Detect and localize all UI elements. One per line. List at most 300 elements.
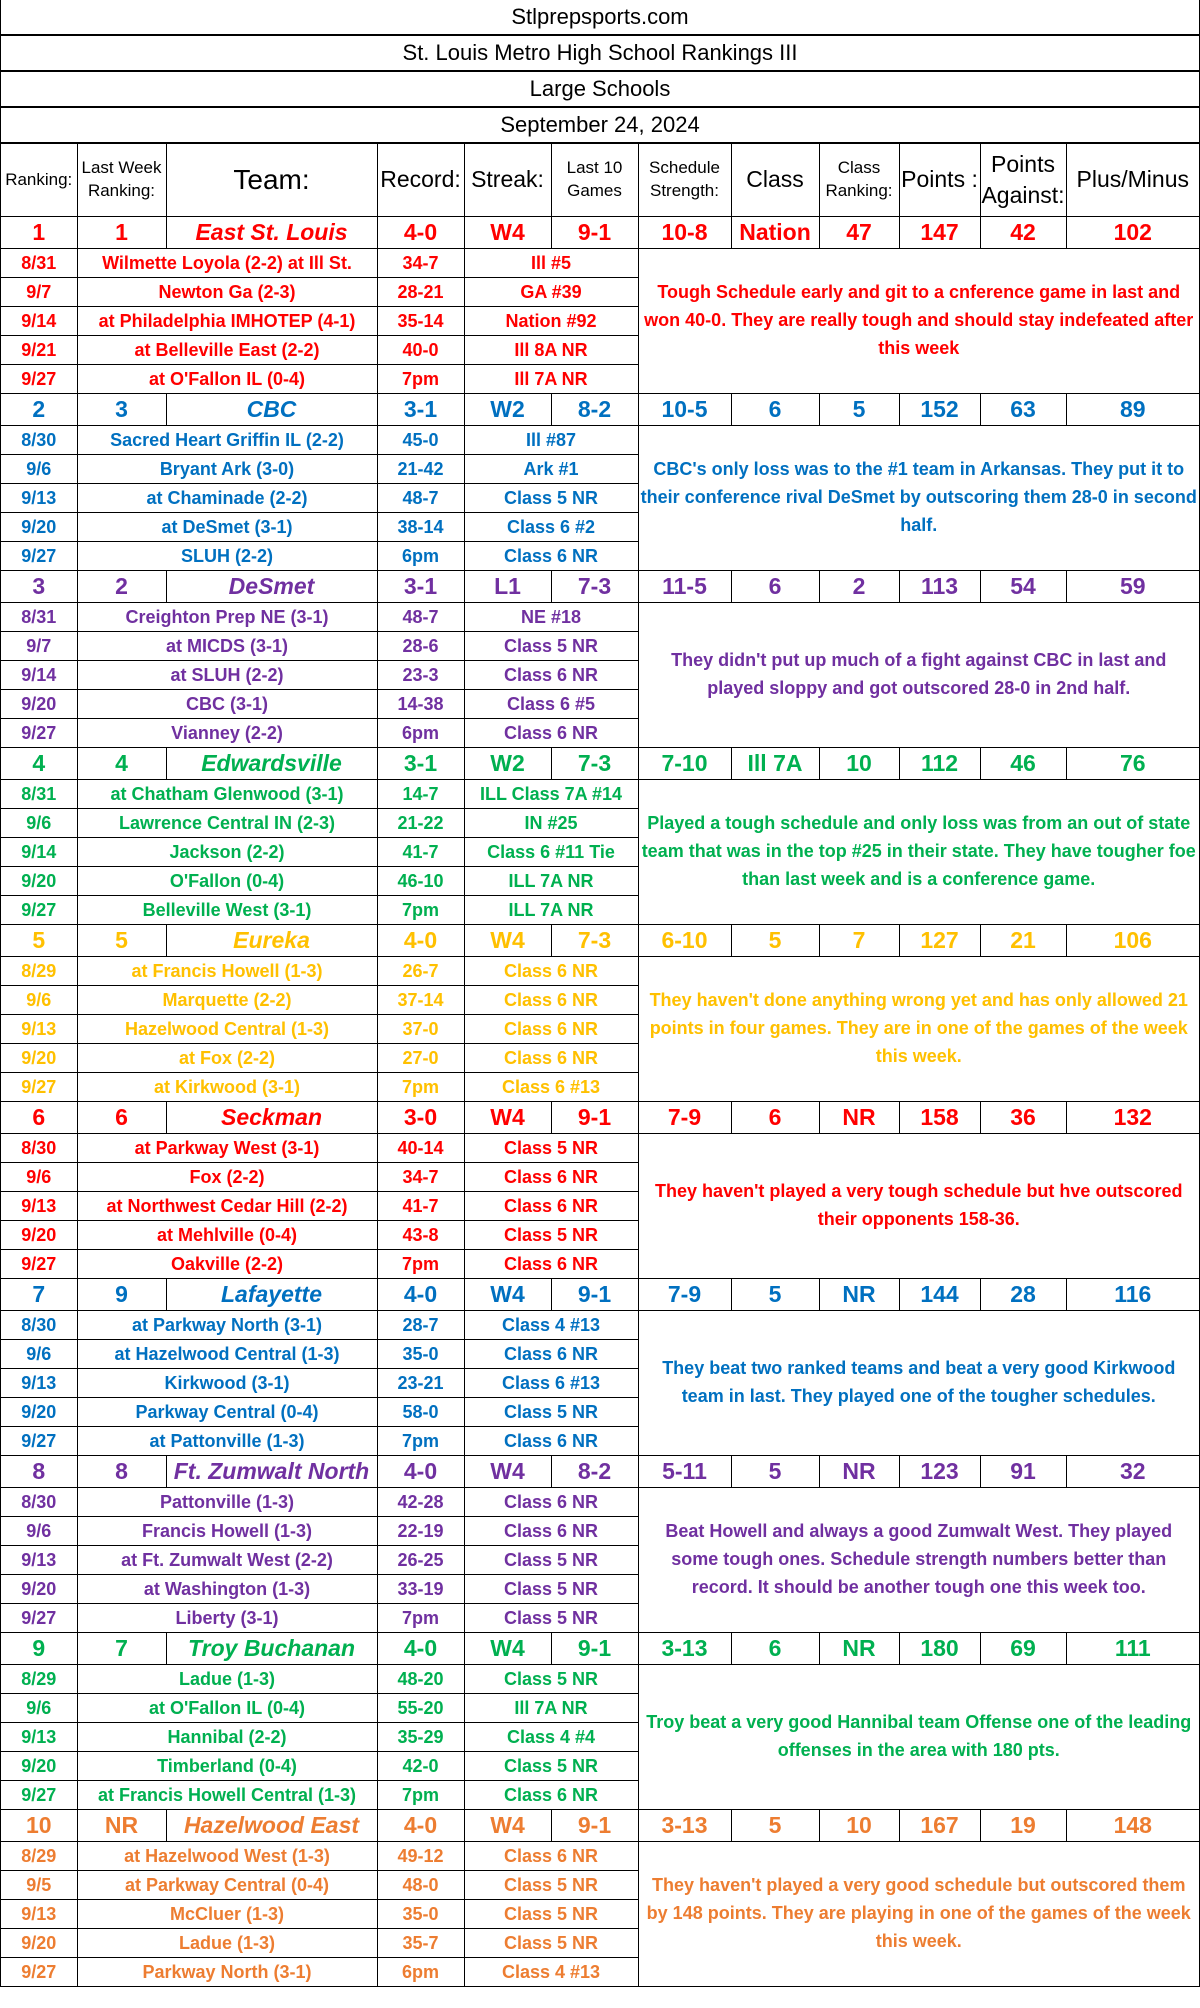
game-opponent-rank: Class 5 NR <box>464 484 638 513</box>
game-date: 9/20 <box>1 1575 77 1604</box>
game-score: 35-7 <box>377 1929 464 1958</box>
game-opponent-rank: Class 6 NR <box>464 1842 638 1871</box>
game-opponent-rank: Class 6 NR <box>464 1192 638 1221</box>
game-row <box>1 1311 1199 1340</box>
game-date: 8/29 <box>1 957 77 986</box>
column-header-row <box>1 144 1199 217</box>
team-last10: 9-1 <box>551 1279 638 1311</box>
game-opponent-rank: NE #18 <box>464 603 638 632</box>
game-date: 9/6 <box>1 1694 77 1723</box>
team-row <box>1 571 1199 603</box>
team-row <box>1 1102 1199 1134</box>
game-score: 7pm <box>377 1427 464 1456</box>
team-class: 5 <box>731 1810 819 1842</box>
game-opponent: Hannibal (2-2) <box>77 1723 377 1752</box>
game-opponent-rank: Class 4 #4 <box>464 1723 638 1752</box>
game-opponent: at Pattonville (1-3) <box>77 1427 377 1456</box>
game-opponent-rank: Class 6 NR <box>464 1015 638 1044</box>
game-score: 40-14 <box>377 1134 464 1163</box>
game-date: 9/20 <box>1 513 77 542</box>
col-class-ranking-line1: Class <box>837 158 881 178</box>
team-class: 5 <box>731 925 819 957</box>
game-date: 8/31 <box>1 249 77 278</box>
game-score: 7pm <box>377 1073 464 1102</box>
game-date: 9/20 <box>1 1752 77 1781</box>
col-points-against <box>980 144 1066 217</box>
game-score: 7pm <box>377 1250 464 1279</box>
team-streak: W4 <box>464 1456 551 1488</box>
team-class: 5 <box>731 1279 819 1311</box>
game-date: 9/6 <box>1 1163 77 1192</box>
team-last-week: 1 <box>77 217 166 249</box>
game-opponent-rank: Class 5 NR <box>464 1221 638 1250</box>
game-date: 9/6 <box>1 455 77 484</box>
team-points-against: 42 <box>980 217 1066 249</box>
game-date: 9/7 <box>1 632 77 661</box>
team-class-ranking: NR <box>819 1102 899 1134</box>
game-row <box>1 603 1199 632</box>
game-score: 28-7 <box>377 1311 464 1340</box>
team-comment: They beat two ranked teams and beat a very good Kirkwood team in last. They played one of the tougher schedules. <box>638 1311 1199 1456</box>
team-class: 6 <box>731 394 819 426</box>
team-streak: W4 <box>464 1279 551 1311</box>
team-last-week: 8 <box>77 1456 166 1488</box>
team-last10: 7-3 <box>551 925 638 957</box>
game-date: 9/27 <box>1 1427 77 1456</box>
game-opponent: at MICDS (3-1) <box>77 632 377 661</box>
game-score: 23-3 <box>377 661 464 690</box>
col-points: Points : <box>899 144 980 217</box>
game-opponent-rank: Class 6 NR <box>464 957 638 986</box>
game-date: 9/7 <box>1 278 77 307</box>
team-last10: 7-3 <box>551 748 638 780</box>
game-opponent: at Belleville East (2-2) <box>77 336 377 365</box>
team-schedule-strength: 7-10 <box>638 748 731 780</box>
game-opponent: Hazelwood Central (1-3) <box>77 1015 377 1044</box>
game-score: 27-0 <box>377 1044 464 1073</box>
team-points: 152 <box>899 394 980 426</box>
game-opponent-rank: Class 5 NR <box>464 1929 638 1958</box>
game-opponent-rank: Class 6 NR <box>464 1781 638 1810</box>
team-streak: W2 <box>464 748 551 780</box>
game-opponent: Vianney (2-2) <box>77 719 377 748</box>
team-points: 113 <box>899 571 980 603</box>
game-opponent: at Ft. Zumwalt West (2-2) <box>77 1546 377 1575</box>
team-comment: They haven't done anything wrong yet and has only allowed 21 points in four games. They are in one of the games of the week this week. <box>638 957 1199 1102</box>
game-row <box>1 1488 1199 1517</box>
game-opponent-rank: Ark #1 <box>464 455 638 484</box>
team-points: 144 <box>899 1279 980 1311</box>
team-class-ranking: NR <box>819 1633 899 1665</box>
game-score: 14-7 <box>377 780 464 809</box>
game-opponent: O'Fallon (0-4) <box>77 867 377 896</box>
game-opponent-rank: Class 5 NR <box>464 1752 638 1781</box>
team-class: 5 <box>731 1456 819 1488</box>
game-date: 8/29 <box>1 1665 77 1694</box>
team-plus-minus: 148 <box>1066 1810 1199 1842</box>
game-opponent: Parkway North (3-1) <box>77 1958 377 1987</box>
game-opponent-rank: ILL 7A NR <box>464 867 638 896</box>
game-date: 9/27 <box>1 719 77 748</box>
team-comment: Troy beat a very good Hannibal team Offense one of the leading offenses in the area with 180 pts. <box>638 1665 1199 1810</box>
game-date: 9/27 <box>1 365 77 394</box>
team-last10: 9-1 <box>551 217 638 249</box>
game-opponent: at Parkway West (3-1) <box>77 1134 377 1163</box>
game-score: 6pm <box>377 542 464 571</box>
col-plus-minus: Plus/Minus <box>1066 144 1199 217</box>
team-streak: W2 <box>464 394 551 426</box>
game-date: 9/20 <box>1 1929 77 1958</box>
game-opponent: Wilmette Loyola (2-2) at Ill St. <box>77 249 377 278</box>
game-opponent: Ladue (1-3) <box>77 1665 377 1694</box>
game-opponent: at Hazelwood West (1-3) <box>77 1842 377 1871</box>
team-class-ranking: 10 <box>819 1810 899 1842</box>
game-score: 55-20 <box>377 1694 464 1723</box>
game-date: 9/6 <box>1 986 77 1015</box>
game-opponent: at Washington (1-3) <box>77 1575 377 1604</box>
game-score: 37-14 <box>377 986 464 1015</box>
team-row <box>1 1279 1199 1311</box>
game-opponent-rank: Class 5 NR <box>464 1398 638 1427</box>
game-date: 8/31 <box>1 603 77 632</box>
game-date: 8/31 <box>1 780 77 809</box>
game-opponent-rank: Class 4 #13 <box>464 1958 638 1987</box>
team-comment: They haven't played a very tough schedule but hve outscored their opponents 158-36. <box>638 1134 1199 1279</box>
team-comment: They didn't put up much of a fight against CBC in last and played sloppy and got outscored 28-0 in 2nd half. <box>638 603 1199 748</box>
team-points: 112 <box>899 748 980 780</box>
game-opponent-rank: Class 6 #11 Tie <box>464 838 638 867</box>
game-score: 7pm <box>377 896 464 925</box>
game-opponent: Newton Ga (2-3) <box>77 278 377 307</box>
game-opponent: at Chatham Glenwood (3-1) <box>77 780 377 809</box>
team-last-week: 3 <box>77 394 166 426</box>
team-comment: Tough Schedule early and git to a cnference game in last and won 40-0. They are really tough and should stay indefeated after this week <box>638 249 1199 394</box>
team-last-week: NR <box>77 1810 166 1842</box>
game-date: 9/14 <box>1 307 77 336</box>
team-name: Hazelwood East <box>166 1810 377 1842</box>
game-date: 9/14 <box>1 838 77 867</box>
game-opponent: Oakville (2-2) <box>77 1250 377 1279</box>
game-date: 8/30 <box>1 1134 77 1163</box>
game-score: 41-7 <box>377 838 464 867</box>
game-opponent-rank: Class 6 NR <box>464 1044 638 1073</box>
game-opponent-rank: Ill #87 <box>464 426 638 455</box>
game-date: 9/27 <box>1 1073 77 1102</box>
game-row <box>1 1842 1199 1871</box>
game-opponent: at Philadelphia IMHOTEP (4-1) <box>77 307 377 336</box>
game-opponent: at Parkway Central (0-4) <box>77 1871 377 1900</box>
game-score: 26-7 <box>377 957 464 986</box>
game-score: 21-42 <box>377 455 464 484</box>
team-record: 3-1 <box>377 571 464 603</box>
game-opponent: Francis Howell (1-3) <box>77 1517 377 1546</box>
game-opponent: at Mehlville (0-4) <box>77 1221 377 1250</box>
team-name: Troy Buchanan <box>166 1633 377 1665</box>
col-last-week-line2: Ranking: <box>87 181 156 200</box>
game-opponent: at Kirkwood (3-1) <box>77 1073 377 1102</box>
game-opponent-rank: Class 6 NR <box>464 1340 638 1369</box>
team-points-against: 91 <box>980 1456 1066 1488</box>
game-opponent-rank: IN #25 <box>464 809 638 838</box>
game-score: 21-22 <box>377 809 464 838</box>
game-date: 9/13 <box>1 484 77 513</box>
col-schedule <box>638 144 731 217</box>
game-opponent: at Parkway North (3-1) <box>77 1311 377 1340</box>
team-last-week: 9 <box>77 1279 166 1311</box>
team-schedule-strength: 5-11 <box>638 1456 731 1488</box>
team-last-week: 2 <box>77 571 166 603</box>
game-score: 7pm <box>377 1604 464 1633</box>
game-date: 9/27 <box>1 1604 77 1633</box>
team-schedule-strength: 3-13 <box>638 1810 731 1842</box>
game-opponent-rank: Class 5 NR <box>464 1575 638 1604</box>
game-date: 9/13 <box>1 1192 77 1221</box>
game-score: 48-7 <box>377 484 464 513</box>
game-opponent: Pattonville (1-3) <box>77 1488 377 1517</box>
team-rank: 8 <box>1 1456 77 1488</box>
game-opponent: at Chaminade (2-2) <box>77 484 377 513</box>
game-opponent: Creighton Prep NE (3-1) <box>77 603 377 632</box>
team-rank: 6 <box>1 1102 77 1134</box>
game-score: 22-19 <box>377 1517 464 1546</box>
game-score: 7pm <box>377 1781 464 1810</box>
game-score: 35-29 <box>377 1723 464 1752</box>
game-opponent-rank: Class 6 #13 <box>464 1369 638 1398</box>
team-streak: W4 <box>464 1810 551 1842</box>
game-score: 48-20 <box>377 1665 464 1694</box>
game-date: 8/29 <box>1 1842 77 1871</box>
team-streak: W4 <box>464 925 551 957</box>
rankings-table <box>1 143 1199 1987</box>
game-date: 9/20 <box>1 867 77 896</box>
team-record: 4-0 <box>377 1633 464 1665</box>
game-opponent: at DeSmet (3-1) <box>77 513 377 542</box>
game-opponent: McCluer (1-3) <box>77 1900 377 1929</box>
col-class-ranking-line2: Ranking: <box>825 181 893 200</box>
team-schedule-strength: 3-13 <box>638 1633 731 1665</box>
team-row <box>1 925 1199 957</box>
team-plus-minus: 116 <box>1066 1279 1199 1311</box>
team-record: 4-0 <box>377 1810 464 1842</box>
team-last10: 7-3 <box>551 571 638 603</box>
team-row <box>1 1456 1199 1488</box>
team-row <box>1 217 1199 249</box>
col-schedule-line2: Strength: <box>650 181 719 200</box>
team-points-against: 46 <box>980 748 1066 780</box>
game-opponent: Fox (2-2) <box>77 1163 377 1192</box>
game-opponent-rank: Class 6 #2 <box>464 513 638 542</box>
game-score: 26-25 <box>377 1546 464 1575</box>
game-date: 9/21 <box>1 336 77 365</box>
team-rank: 3 <box>1 571 77 603</box>
game-row <box>1 1134 1199 1163</box>
team-plus-minus: 102 <box>1066 217 1199 249</box>
game-opponent: Parkway Central (0-4) <box>77 1398 377 1427</box>
team-schedule-strength: 7-9 <box>638 1279 731 1311</box>
team-record: 3-1 <box>377 748 464 780</box>
team-points: 127 <box>899 925 980 957</box>
game-date: 9/20 <box>1 1044 77 1073</box>
team-name: CBC <box>166 394 377 426</box>
game-date: 8/30 <box>1 1488 77 1517</box>
team-schedule-strength: 10-5 <box>638 394 731 426</box>
team-points: 180 <box>899 1633 980 1665</box>
game-opponent-rank: Class 6 NR <box>464 661 638 690</box>
game-opponent-rank: Class 4 #13 <box>464 1311 638 1340</box>
game-score: 28-6 <box>377 632 464 661</box>
col-ranking: Ranking: <box>1 144 77 217</box>
team-record: 4-0 <box>377 1279 464 1311</box>
team-points-against: 36 <box>980 1102 1066 1134</box>
team-points-against: 19 <box>980 1810 1066 1842</box>
page-title: St. Louis Metro High School Rankings III <box>1 35 1199 71</box>
team-points: 158 <box>899 1102 980 1134</box>
game-opponent: SLUH (2-2) <box>77 542 377 571</box>
team-points-against: 63 <box>980 394 1066 426</box>
game-row <box>1 249 1199 278</box>
game-opponent: at Francis Howell (1-3) <box>77 957 377 986</box>
game-opponent-rank: ILL 7A NR <box>464 896 638 925</box>
team-name: Edwardsville <box>166 748 377 780</box>
game-opponent: at O'Fallon IL (0-4) <box>77 365 377 394</box>
game-opponent-rank: Class 6 NR <box>464 1488 638 1517</box>
team-points-against: 54 <box>980 571 1066 603</box>
team-record: 3-0 <box>377 1102 464 1134</box>
game-opponent-rank: Ill #5 <box>464 249 638 278</box>
team-name: DeSmet <box>166 571 377 603</box>
col-record: Record: <box>377 144 464 217</box>
game-row <box>1 957 1199 986</box>
game-opponent: at O'Fallon IL (0-4) <box>77 1694 377 1723</box>
team-schedule-strength: 11-5 <box>638 571 731 603</box>
game-score: 42-0 <box>377 1752 464 1781</box>
game-opponent: Belleville West (3-1) <box>77 896 377 925</box>
game-opponent: Timberland (0-4) <box>77 1752 377 1781</box>
site-title: Stlprepsports.com <box>1 0 1199 35</box>
team-row <box>1 1633 1199 1665</box>
game-date: 9/20 <box>1 1398 77 1427</box>
game-opponent-rank: Class 5 NR <box>464 1871 638 1900</box>
game-score: 38-14 <box>377 513 464 542</box>
team-points-against: 28 <box>980 1279 1066 1311</box>
team-comment: CBC's only loss was to the #1 team in Arkansas. They put it to their conference rival DeSmet by outscoring them 28-0 in second half. <box>638 426 1199 571</box>
team-rank: 5 <box>1 925 77 957</box>
game-opponent-rank: Class 6 NR <box>464 1163 638 1192</box>
game-date: 9/6 <box>1 809 77 838</box>
team-last10: 9-1 <box>551 1102 638 1134</box>
game-score: 43-8 <box>377 1221 464 1250</box>
team-last10: 8-2 <box>551 1456 638 1488</box>
game-date: 9/27 <box>1 1250 77 1279</box>
game-opponent-rank: GA #39 <box>464 278 638 307</box>
team-rank: 9 <box>1 1633 77 1665</box>
game-opponent-rank: Class 6 NR <box>464 986 638 1015</box>
team-comment: Played a tough schedule and only loss was from an out of state team that was in the top #25 in their state. They have tougher foe than last week and is a conference game. <box>638 780 1199 925</box>
team-plus-minus: 59 <box>1066 571 1199 603</box>
col-schedule-line1: Schedule <box>649 158 720 178</box>
game-opponent-rank: Class 6 NR <box>464 1517 638 1546</box>
team-points-against: 21 <box>980 925 1066 957</box>
game-score: 28-21 <box>377 278 464 307</box>
team-plus-minus: 89 <box>1066 394 1199 426</box>
game-score: 14-38 <box>377 690 464 719</box>
team-last-week: 5 <box>77 925 166 957</box>
team-plus-minus: 111 <box>1066 1633 1199 1665</box>
game-date: 9/14 <box>1 661 77 690</box>
col-against-line2: Against: <box>981 182 1065 208</box>
team-plus-minus: 76 <box>1066 748 1199 780</box>
game-opponent-rank: Class 5 NR <box>464 1665 638 1694</box>
team-streak: L1 <box>464 571 551 603</box>
game-opponent: Lawrence Central IN (2-3) <box>77 809 377 838</box>
game-opponent-rank: Class 6 #13 <box>464 1073 638 1102</box>
game-score: 6pm <box>377 1958 464 1987</box>
col-last-week-line1: Last Week <box>81 158 162 178</box>
col-last10-line1: Last 10 <box>566 158 623 178</box>
game-date: 9/6 <box>1 1517 77 1546</box>
game-opponent-rank: Ill 7A NR <box>464 1694 638 1723</box>
team-class-ranking: NR <box>819 1279 899 1311</box>
game-score: 35-0 <box>377 1900 464 1929</box>
game-opponent-rank: Class 6 NR <box>464 542 638 571</box>
game-date: 9/13 <box>1 1369 77 1398</box>
game-opponent-rank: Ill 7A NR <box>464 365 638 394</box>
game-date: 9/20 <box>1 1221 77 1250</box>
col-class-ranking <box>819 144 899 217</box>
team-record: 4-0 <box>377 1456 464 1488</box>
team-last-week: 7 <box>77 1633 166 1665</box>
col-against-line1: Points <box>991 150 1055 177</box>
col-streak: Streak: <box>464 144 551 217</box>
col-class: Class <box>731 144 819 217</box>
team-plus-minus: 32 <box>1066 1456 1199 1488</box>
team-class: 6 <box>731 1102 819 1134</box>
team-streak: W4 <box>464 1102 551 1134</box>
game-score: 34-7 <box>377 249 464 278</box>
col-last10 <box>551 144 638 217</box>
team-rank: 4 <box>1 748 77 780</box>
game-opponent-rank: Class 6 NR <box>464 1427 638 1456</box>
team-class-ranking: NR <box>819 1456 899 1488</box>
game-score: 48-0 <box>377 1871 464 1900</box>
game-opponent-rank: Ill 8A NR <box>464 336 638 365</box>
game-opponent: Marquette (2-2) <box>77 986 377 1015</box>
game-opponent-rank: Class 5 NR <box>464 1900 638 1929</box>
game-date: 9/6 <box>1 1340 77 1369</box>
team-last10: 9-1 <box>551 1633 638 1665</box>
team-name: Ft. Zumwalt North <box>166 1456 377 1488</box>
game-opponent-rank: Class 5 NR <box>464 632 638 661</box>
team-row <box>1 748 1199 780</box>
team-record: 4-0 <box>377 925 464 957</box>
col-last10-line2: Games <box>567 181 622 200</box>
game-date: 9/13 <box>1 1723 77 1752</box>
division-title: Large Schools <box>1 71 1199 107</box>
game-opponent-rank: ILL Class 7A #14 <box>464 780 638 809</box>
game-score: 35-14 <box>377 307 464 336</box>
team-name: Seckman <box>166 1102 377 1134</box>
team-name: East St. Louis <box>166 217 377 249</box>
team-record: 4-0 <box>377 217 464 249</box>
team-record: 3-1 <box>377 394 464 426</box>
game-score: 23-21 <box>377 1369 464 1398</box>
team-streak: W4 <box>464 217 551 249</box>
game-opponent-rank: Class 6 #5 <box>464 690 638 719</box>
game-date: 9/27 <box>1 1781 77 1810</box>
team-last-week: 4 <box>77 748 166 780</box>
game-opponent: at Francis Howell Central (1-3) <box>77 1781 377 1810</box>
team-row <box>1 1810 1199 1842</box>
